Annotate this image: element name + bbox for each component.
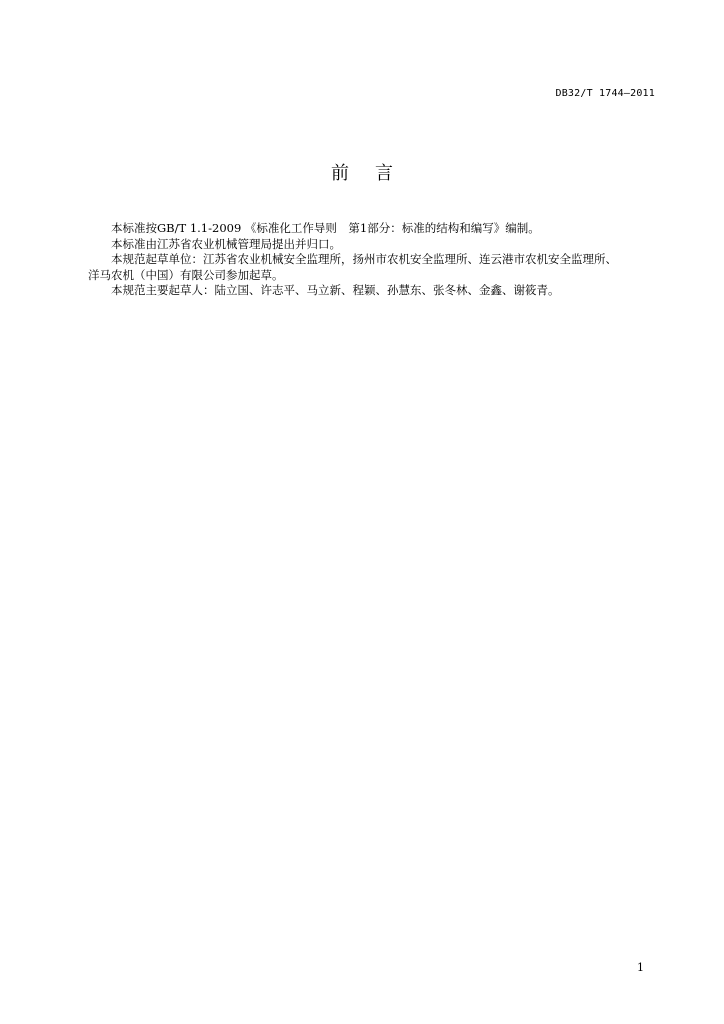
foreword-body <box>88 221 656 299</box>
page-number: 1 <box>637 961 644 974</box>
paragraph-drafting-units-continued: 洋马农机（中国）有限公司参加起草。 <box>88 267 284 282</box>
paragraph-proposer: 本标准由江苏省农业机械管理局提出并归口。 <box>111 236 341 251</box>
paragraph-drafting-units: 本规范起草单位：江苏省农业机械安全监理所，扬州市农机安全监理所、连云港市农机安全监理所、 <box>111 252 617 266</box>
page-title: 前言 <box>331 163 419 184</box>
paragraph-drafting-standard: 本标准按GB/T 1.1-2009 《标准化工作导则 第1部分：标准的结构和编写》编制。 <box>111 221 540 235</box>
document-code: DB32/T 1744—2011 <box>555 88 655 99</box>
paragraph-drafters: 本规范主要起草人：陆立国、许志平、马立新、程颖、孙慧东、张冬林、金鑫、谢筱青。 <box>111 283 560 297</box>
